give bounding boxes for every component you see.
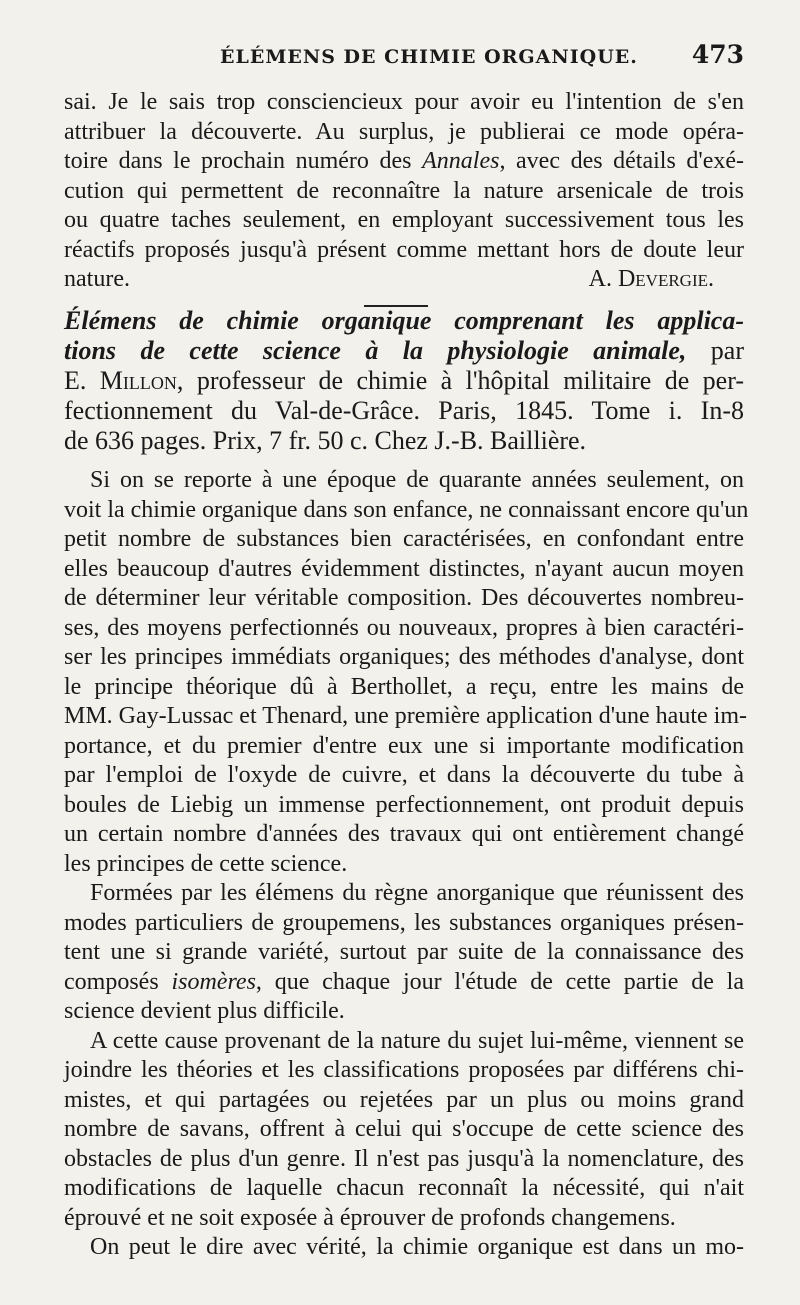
text-line: MM. Gay-Lussac et Thenard, une première application d'une haute im- xyxy=(64,703,747,729)
review-body xyxy=(64,466,749,1263)
author-name: E. Millon xyxy=(64,366,177,395)
text-line: joindre les théories et les classifications proposées par différens chi- xyxy=(64,1057,744,1083)
text-line: sai. Je le sais trop consciencieux pour avoir eu l'intention de s'en xyxy=(64,89,744,115)
signature-line xyxy=(64,265,744,295)
review-heading xyxy=(64,306,744,456)
text-line: On peut le dire avec vérité, la chimie organique est dans un mo- xyxy=(90,1234,744,1260)
text-line: nombre de savans, offrent à celui qui s'occupe de cette science des xyxy=(64,1116,744,1142)
text-line: A cette cause provenant de la nature du sujet lui-même, viennent se xyxy=(90,1027,744,1054)
text-line: mistes, et qui partagées ou rejetées par un plus ou moins grand xyxy=(64,1086,744,1113)
review-price-line: de 636 pages. Prix, 7 fr. 50 c. Chez J.-B. Baillière. xyxy=(64,426,587,455)
text-line: attribuer la découverte. Au surplus, je publierai ce mode opéra- xyxy=(64,118,744,145)
text-line: cution qui permettent de reconnaître la nature arsenicale de trois xyxy=(64,177,744,204)
text-line: obstacles de plus d'un genre. Il n'est pas jusqu'à la nomenclature, des xyxy=(64,1145,744,1172)
text-line: tent une si grande variété, surtout par suite de la connaissance des xyxy=(64,939,744,965)
review-publication-line: fectionnement du Val-de-Grâce. Paris, 1845. Tome i. In-8 xyxy=(64,396,744,425)
letter-ending xyxy=(64,88,744,313)
text-line: voit la chimie organique dans son enfance, ne connaissant encore qu'un xyxy=(64,496,749,523)
text-line: ou quatre taches seulement, en employant successivement tous les xyxy=(64,207,744,233)
text-line: modifications de laquelle chacun reconnaît la nécessité, qui n'ait xyxy=(64,1175,744,1201)
signature: A. Devergie. xyxy=(588,266,714,292)
text-line: ser les principes immédiats organiques; des méthodes d'analyse, dont xyxy=(64,644,744,670)
text-line: science devient plus difficile. xyxy=(64,998,345,1024)
text-line: composés isomères, que chaque jour l'étude de cette partie de la xyxy=(64,968,744,995)
text-line: modes particuliers de groupemens, les substances organiques présen- xyxy=(64,909,744,936)
running-header xyxy=(64,40,744,72)
text-line: Si on se reporte à une époque de quarante années seulement, on xyxy=(90,467,744,493)
text-line: par l'emploi de l'oxyde de cuivre, et dans la découverte du tube à xyxy=(64,762,744,788)
review-title-line: tions de cette science à la physiologie animale, par xyxy=(64,336,744,365)
text-line: le principe théorique dû à Berthollet, a reçu, entre les mains de xyxy=(64,673,744,700)
text-line: un certain nombre d'années des travaux qui ont entièrement changé xyxy=(64,821,744,847)
text-line: elles beaucoup d'autres évidemment distinctes, n'ayant aucun moyen xyxy=(64,555,744,582)
text-line: ses, des moyens perfectionnés ou nouveaux, propres à bien caractéri- xyxy=(64,614,744,641)
running-title: ÉLÉMENS DE CHIMIE ORGANIQUE. xyxy=(220,46,638,68)
review-author-line: E. Millon, professeur de chimie à l'hôpital militaire de per- xyxy=(64,366,744,395)
text-line: réactifs proposés jusqu'à présent comme mettant hors de doute leur xyxy=(64,236,744,263)
closing-word: nature. xyxy=(64,266,130,292)
text-line: boules de Liebig un immense perfectionnement, ont produit depuis xyxy=(64,791,744,818)
text-line: petit nombre de substances bien caractérisées, en confondant entre xyxy=(64,526,744,552)
page-number: 473 xyxy=(691,40,744,69)
text-line: portance, et du premier d'entre eux une si importante modification xyxy=(64,732,744,759)
text-line: toire dans le prochain numéro des Annales, avec des détails d'exé- xyxy=(64,148,745,174)
text-line: Formées par les élémens du règne anorganique que réunissent des xyxy=(90,880,744,906)
text-line: éprouvé et ne soit exposée à éprouver de profonds changemens. xyxy=(64,1204,676,1231)
review-title-line: Élémens de chimie organique comprenant les applica- xyxy=(64,306,744,335)
text-line: de déterminer leur véritable composition. Des découvertes nombreu- xyxy=(64,585,744,611)
text-line: les principes de cette science. xyxy=(64,850,348,877)
